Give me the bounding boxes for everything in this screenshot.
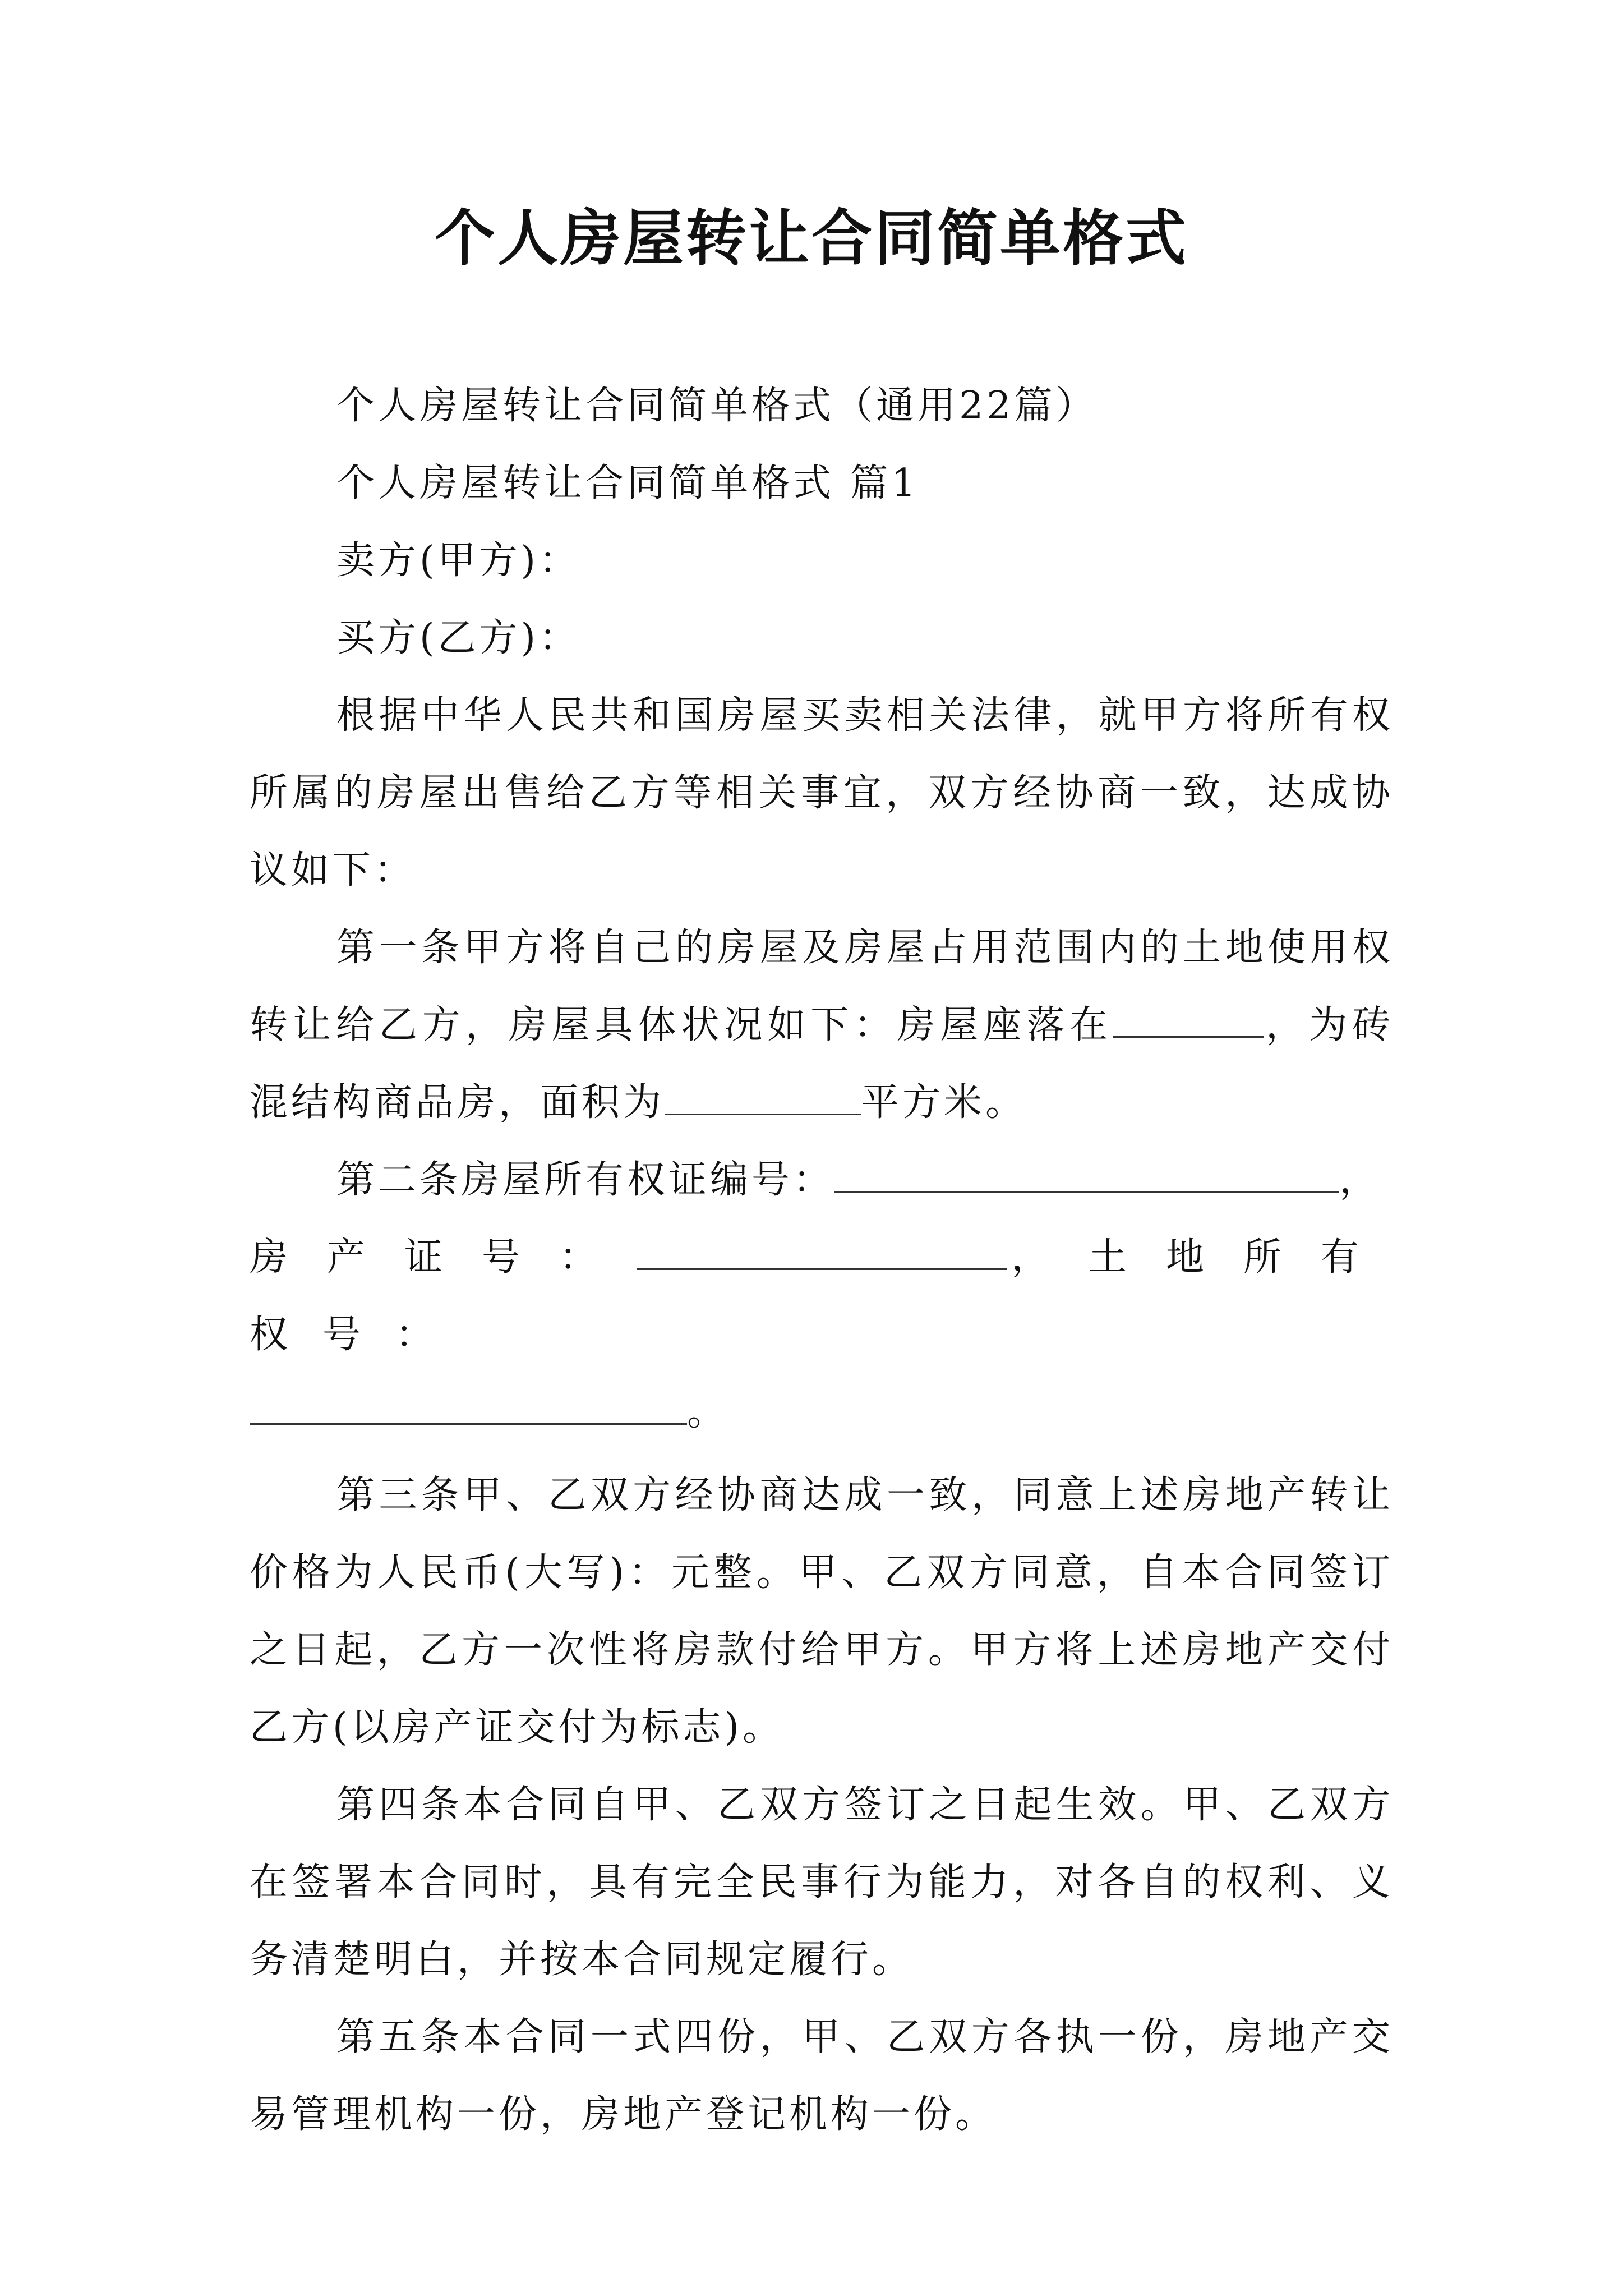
ownership-cert-blank	[834, 1158, 1339, 1193]
land-title-blank	[250, 1391, 687, 1425]
article-1-text-a: 第一条甲方将自己的房屋及房屋占用范围内的土地使用权转让给乙方，房屋具体状况如下：房屋座落在	[250, 926, 1394, 1047]
article-2-text-d: ，土地所有权号：	[250, 1235, 1394, 1357]
buyer-label: 买方(乙方)：	[336, 616, 581, 660]
article-2	[250, 1142, 1394, 1219]
area-blank	[665, 1081, 861, 1115]
article-2-text-b: ，	[1339, 1158, 1381, 1202]
document-subtitle: 个人房屋转让合同简单格式（通用22篇）	[336, 384, 1098, 428]
article-2-text-e: 。	[687, 1390, 729, 1434]
section-heading: 个人房屋转让合同简单格式 篇1	[336, 461, 919, 505]
location-blank	[1113, 1004, 1264, 1038]
article-1-text-c: 平方米。	[861, 1080, 1027, 1125]
article-2-end	[250, 1374, 1394, 1451]
article-2-cont	[250, 1219, 1394, 1374]
property-cert-blank	[637, 1236, 1007, 1270]
document-body	[250, 367, 1394, 2154]
article-3: 第三条甲、乙双方经协商达成一致，同意上述房地产转让价格为人民币(大写)：元整。甲、乙双方同意，自本合同签订之日起，乙方一次性将房款付给甲方。甲方将上述房地产交付乙方(以房产证交付为标志)。	[250, 1473, 1394, 1750]
article-5: 第五条本合同一式四份，甲、乙双方各执一份，房地产交易管理机构一份，房地产登记机构一份。	[250, 2015, 1394, 2137]
article-1-text-b: ，为砖混结构商品房，面积为	[250, 1003, 1394, 1125]
seller-label: 卖方(甲方)：	[336, 539, 581, 583]
article-1	[250, 909, 1394, 1142]
article-4: 第四条本合同自甲、乙双方签订之日起生效。甲、乙双方在签署本合同时，具有完全民事行为能力，对各自的权利、义务清楚明白，并按本合同规定履行。	[250, 1783, 1394, 1982]
document-title: 个人房屋转让合同简单格式	[434, 203, 1188, 274]
article-2-text-c: 房产证号：	[250, 1235, 637, 1280]
intro-paragraph: 根据中华人民共和国房屋买卖相关法律，就甲方将所有权所属的房屋出售给乙方等相关事宜，双方经协商一致，达成协议如下：	[250, 693, 1394, 892]
article-2-text-a: 第二条房屋所有权证编号：	[336, 1158, 835, 1202]
